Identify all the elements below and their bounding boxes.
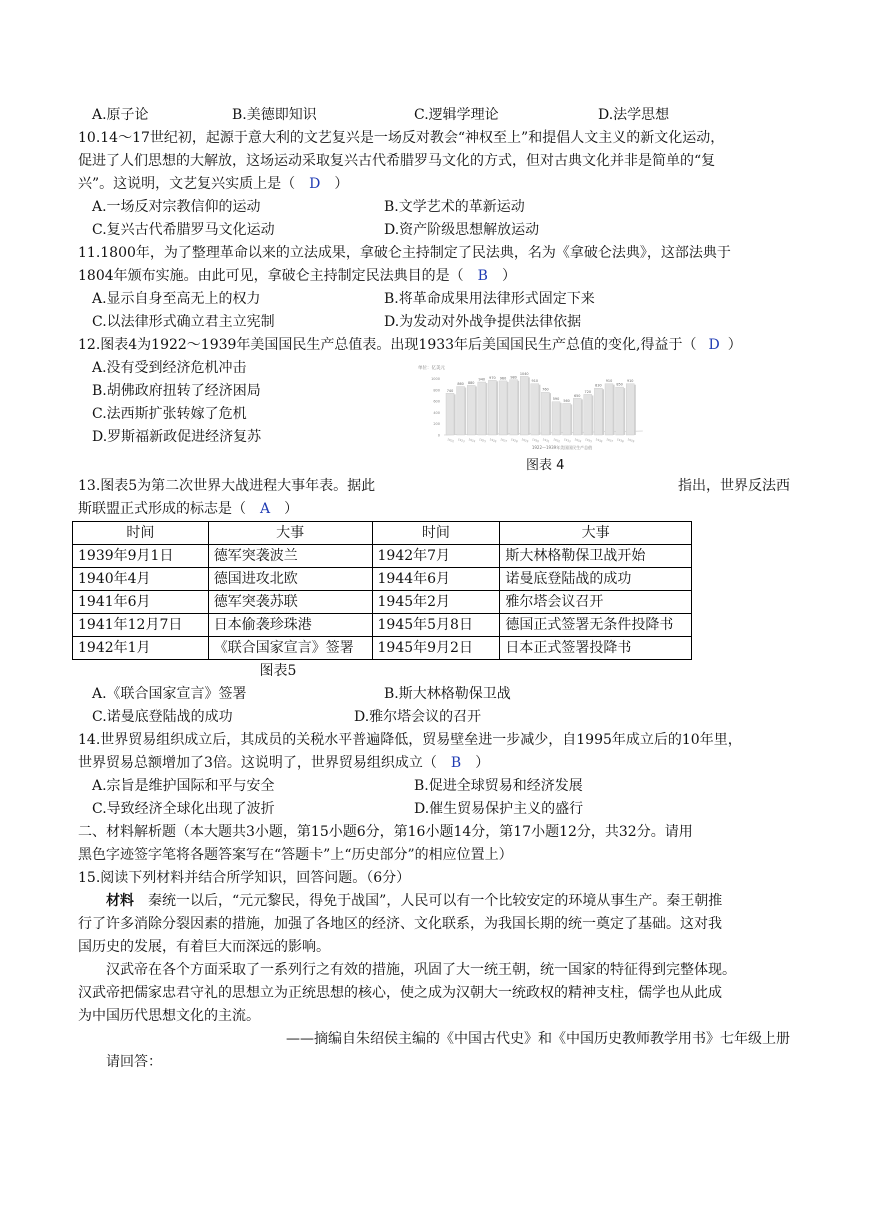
chart-bar — [541, 392, 549, 435]
q13-option-d: D.雅尔塔会议的召开 — [354, 709, 482, 725]
q11-answer: B — [477, 268, 488, 284]
ww2-events-table — [72, 521, 692, 660]
q11-stem-text: 1804年颁布实施。由此可见，拿破仑主持制定民法典目的是（ — [78, 268, 464, 284]
q13-answer: A — [260, 501, 271, 517]
q12-option-d: D.罗斯福新政促进经济复苏 — [92, 429, 262, 445]
chart-bar — [446, 393, 454, 435]
chart-data-label: 970 — [489, 375, 496, 380]
table-row — [73, 591, 692, 614]
q12-options — [92, 357, 261, 449]
chart-category-label: 1924 — [467, 437, 476, 444]
q13-stem-2 — [78, 498, 790, 521]
chart-data-label: 590 — [552, 397, 560, 402]
q14-options-row-1 — [78, 775, 790, 798]
chart-bar — [499, 381, 507, 435]
chart-data-label: 740 — [446, 388, 454, 393]
q15-p1-3: 国历史的发展，有着巨大而深远的影响。 — [78, 939, 330, 955]
q10-stem-3 — [78, 173, 790, 196]
q13-options-row-1 — [78, 683, 790, 706]
q10-stem-2: 促进了人们思想的大解放，这场运动采取复兴古代希腊罗马文化的方式，但对古典文化并非是简单的“复 — [78, 153, 716, 169]
chart-category-label: 1929 — [520, 437, 529, 444]
chart-data-label: 880 — [467, 380, 475, 385]
q13-stem-right: 指出，世界反法西 — [678, 478, 790, 494]
q10-option-d: D.资产阶级思想解放运动 — [384, 222, 540, 238]
q12-option-b: B.胡佛政府扭转了经济困局 — [92, 383, 261, 399]
q10-option-b: B.文学艺术的革新运动 — [384, 199, 525, 215]
chart-bar — [510, 380, 518, 435]
q10-option-a: A.一场反对宗教信仰的运动 — [92, 199, 261, 215]
chart-data-label: 720 — [584, 389, 592, 394]
q14-stem-text: 世界贸易总额增加了3倍。这说明了，世界贸易组织成立（ — [78, 755, 437, 771]
q15-p2-3: 为中国历代思想文化的主流。 — [78, 1008, 260, 1024]
table-cell: 1939年9月1日 — [73, 545, 209, 568]
q15-stem: 15.阅读下列材料并结合所学知识，回答问题。（6分） — [78, 870, 411, 886]
chart-bar — [626, 384, 634, 435]
chart-data-label: 760 — [542, 387, 549, 392]
chart-ytick-label: 1000 — [431, 377, 440, 382]
q10-stem-1: 10.14～17世纪初，起源于意大利的文艺复兴是一场反对教会“神权至上”和提倡人文主义的新文化运动， — [78, 130, 725, 146]
chart-bar — [573, 398, 581, 435]
chart-bar-side — [496, 381, 498, 435]
q12-close: ） — [727, 337, 742, 353]
q15-p1-1: 秦统一以后，“元元黎民，得免于战国”，人民可以有一个比较安定的环境从事生产。秦王朝推 — [148, 893, 723, 909]
q15-p2-2: 汉武帝把儒家忠君守礼的思想立为正统思想的核心，使之成为汉朝大一统政权的精神支柱，儒学也从此成 — [78, 985, 722, 1001]
chart-bar-side — [624, 388, 626, 435]
chart-bar — [594, 388, 602, 435]
chart-bar — [467, 385, 475, 435]
chart-category-label: 1935 — [584, 437, 593, 444]
q13-option-c: C.诺曼底登陆战的成功 — [92, 709, 233, 725]
table-cell: 1942年1月 — [73, 637, 209, 660]
q11-option-a: A.显示自身至高无上的权力 — [92, 291, 261, 307]
table-cell: 1945年9月2日 — [372, 637, 500, 660]
chart-bar — [605, 384, 613, 435]
q14-answer: B — [450, 755, 462, 771]
chart-category-label: 1934 — [573, 437, 582, 444]
chart-title: 1922—1939年美国国民生产总值 — [531, 445, 593, 450]
q13-options-row-2 — [78, 706, 790, 729]
chart-bar — [488, 380, 496, 435]
q12-answer: D — [708, 337, 720, 353]
chart-category-label: 1931 — [542, 437, 551, 444]
q15-p2-1: 汉武帝在各个方面采取了一系列行之有效的措施，巩固了大一统王朝，统一国家的特征得到完整体现。 — [106, 962, 736, 978]
q15-citation: ——摘编自朱绍侯主编的《中国古代史》和《中国历史教师教学用书》七年级上册 — [286, 1031, 790, 1047]
chart-bar-side — [602, 389, 604, 435]
chart-data-label: 860 — [457, 382, 464, 387]
chart-data-label: 960 — [499, 376, 507, 381]
q11-close: ） — [501, 268, 516, 284]
chart-ylabel: 单位：亿美元 — [418, 366, 445, 371]
q15-prompt: 请回答： — [106, 1054, 162, 1070]
chart-bar-side — [549, 393, 551, 435]
q10-option-c: C.复兴古代希腊罗马文化运动 — [92, 222, 275, 238]
chart-bar-side — [592, 395, 594, 435]
chart-category-label: 1936 — [595, 437, 604, 444]
gnp-bar-chart — [412, 361, 662, 451]
chart-data-label: 1040 — [519, 371, 529, 376]
q15-p1-2: 行了许多消除分裂因素的措施，加强了各地区的经济、文化联系，为我国长期的统一奠定了基础。这对我 — [78, 916, 722, 932]
chart-data-label: 980 — [510, 375, 517, 380]
q12-stem — [78, 334, 790, 357]
table-cell: 1941年6月 — [73, 591, 209, 614]
chart-category-label: 1937 — [605, 437, 614, 444]
q11-option-d: D.为发动对外战争提供法律依据 — [384, 314, 582, 330]
chart-bar-side — [475, 386, 477, 435]
chart-bar — [531, 384, 539, 435]
q13-option-a: A.《联合国家宣言》签署 — [92, 686, 247, 702]
chart-bar-side — [634, 385, 636, 435]
chart-data-label: 830 — [595, 383, 602, 388]
q12-option-c: C.法西斯扩张转嫁了危机 — [92, 406, 247, 422]
q14-option-d: D.催生贸易保护主义的盛行 — [414, 801, 584, 817]
chart-data-label: 560 — [563, 398, 570, 403]
chart-ytick-label: 200 — [433, 422, 440, 427]
chart-bar-side — [507, 382, 509, 435]
chart-bar-side — [613, 385, 615, 435]
chart-category-label: 1922 — [446, 437, 455, 444]
q10-close: ） — [334, 176, 349, 192]
chart-bar — [478, 382, 486, 435]
table-cell: 诺曼底登陆战的成功 — [500, 568, 692, 591]
q14-stem-2 — [78, 752, 790, 775]
q13-stem-left: 13.图表5为第二次世界大战进程大事年表。据此 — [78, 478, 376, 494]
q12-option-a: A.没有受到经济危机冲击 — [92, 360, 247, 376]
chart-bar — [616, 387, 624, 435]
table-row — [73, 545, 692, 568]
q9-option-a: A.原子论 — [92, 107, 149, 123]
table-cell: 德国进攻北欧 — [208, 568, 372, 591]
chart-bar-side — [560, 403, 562, 435]
q10-answer: D — [309, 176, 321, 192]
q11-stem-1: 11.1800年，为了整理革命以来的立法成果，拿破仑主持制定了民法典，名为《拿破仑法典》，这部法典于 — [78, 245, 731, 261]
chart-data-label: 910 — [605, 379, 613, 384]
table-row — [73, 568, 692, 591]
q13-stem-text: 斯联盟正式形成的标志是（ — [78, 501, 246, 517]
header-time-2: 时间 — [372, 522, 500, 545]
table-cell: 1942年7月 — [372, 545, 500, 568]
q12-stem-text: 12.图表4为1922～1939年美国国民生产总值表。出现1933年后美国国民生产总值的变化,得益于（ — [78, 337, 697, 353]
chart-bar-side — [539, 385, 541, 435]
chart-ytick-label: 0 — [437, 433, 440, 438]
chart-category-label: 1928 — [510, 437, 519, 444]
chart-category-label: 1939 — [626, 437, 635, 444]
table-cell: 1940年4月 — [73, 568, 209, 591]
q15-material-line-1 — [78, 890, 790, 913]
q9-option-d: D.法学思想 — [598, 107, 670, 123]
q14-stem-1: 14.世界贸易组织成立后，其成员的关税水平普遍降低，贸易壁垒进一步减少，自1995年成立后的10年里， — [78, 732, 742, 748]
q14-option-b: B.促进全球贸易和经济发展 — [414, 778, 583, 794]
q14-close: ） — [475, 755, 490, 771]
chart-category-label: 1927 — [499, 437, 508, 444]
q14-options-row-2 — [78, 798, 790, 821]
q11-stem-2 — [78, 265, 790, 288]
chart-data-label: 650 — [573, 393, 581, 398]
table-cell: 德国正式签署无条件投降书 — [500, 614, 692, 637]
q10-stem-text: 兴”。这说明，文艺复兴实质上是（ — [78, 176, 296, 192]
chart-category-label: 1925 — [478, 437, 487, 444]
chart-category-label: 1932 — [552, 437, 561, 444]
table-cell: 德军突袭苏联 — [208, 591, 372, 614]
q14-option-a: A.宗旨是维护国际和平与安全 — [92, 778, 275, 794]
q10-options-row-2 — [78, 219, 790, 242]
chart-ytick-label: 800 — [433, 388, 440, 393]
material-label: 材料 — [106, 893, 134, 909]
chart-bar — [457, 387, 465, 435]
chart-bar-side — [465, 388, 467, 435]
q12-body — [78, 357, 790, 475]
exam-page — [78, 104, 790, 1074]
table-cell: 雅尔塔会议召开 — [500, 591, 692, 614]
table-cell: 德军突袭波兰 — [208, 545, 372, 568]
q10-options-row-1 — [78, 196, 790, 219]
table-row — [73, 637, 692, 660]
q9-option-c: C.逻辑学理论 — [414, 107, 499, 123]
q11-options-row-1 — [78, 288, 790, 311]
figure-4-label: 图表 4 — [526, 458, 565, 473]
chart-bar-side — [486, 383, 488, 435]
header-event-2: 大事 — [500, 522, 692, 545]
q11-options-row-2 — [78, 311, 790, 334]
chart-bar-side — [454, 394, 456, 435]
chart-bar-side — [581, 399, 583, 435]
q14-option-c: C.导致经济全球化出现了波折 — [92, 801, 275, 817]
table-cell: 1944年6月 — [372, 568, 500, 591]
section-2-heading-1: 二、材料解析题（本大题共3小题，第15小题6分，第16小题14分，第17小题12分，共32分。请用 — [78, 824, 693, 840]
table-header-row — [73, 522, 692, 545]
header-time-1: 时间 — [73, 522, 209, 545]
table-cell: 1941年12月7日 — [73, 614, 209, 637]
table-cell: 日本正式签署投降书 — [500, 637, 692, 660]
figure-5-label: 图表5 — [259, 663, 297, 679]
chart-bar — [552, 402, 560, 435]
chart-category-label: 1933 — [563, 437, 572, 444]
chart-bar-side — [571, 404, 573, 435]
chart-category-label: 1926 — [489, 437, 498, 444]
chart-ytick-label: 400 — [433, 410, 440, 415]
q13-stem-1 — [78, 475, 790, 498]
table-cell: 《联合国家宣言》签署 — [208, 637, 372, 660]
q11-option-b: B.将革命成果用法律形式固定下来 — [384, 291, 595, 307]
table-cell: 1945年2月 — [372, 591, 500, 614]
table-cell: 日本偷袭珍珠港 — [208, 614, 372, 637]
table-cell: 斯大林格勒保卫战开始 — [500, 545, 692, 568]
header-event-1: 大事 — [208, 522, 372, 545]
table-cell: 1945年5月8日 — [372, 614, 500, 637]
q13-close: ） — [284, 501, 299, 517]
table-row — [73, 614, 692, 637]
chart-category-label: 1930 — [531, 437, 540, 444]
q9-option-b: B.美德即知识 — [232, 107, 317, 123]
q9-options — [78, 104, 790, 127]
chart-bar — [563, 403, 571, 435]
chart-ytick-label: 600 — [433, 399, 440, 404]
chart-data-label: 910 — [531, 379, 539, 384]
chart-data-label: 940 — [478, 377, 486, 382]
chart-bar — [520, 376, 528, 435]
chart-category-label: 1938 — [616, 437, 625, 444]
chart-data-label: 850 — [616, 382, 623, 387]
chart-bar-side — [518, 381, 520, 435]
chart-data-label: 910 — [626, 379, 634, 384]
chart-bar-side — [528, 377, 530, 435]
chart-category-label: 1923 — [457, 437, 466, 444]
q11-option-c: C.以法律形式确立君主立宪制 — [92, 314, 275, 330]
section-2-heading-2: 黑色字迹签字笔将各题答案写在“答题卡”上“历史部分”的相应位置上） — [78, 847, 513, 863]
q13-option-b: B.斯大林格勒保卫战 — [384, 686, 511, 702]
chart-bar — [584, 394, 592, 435]
